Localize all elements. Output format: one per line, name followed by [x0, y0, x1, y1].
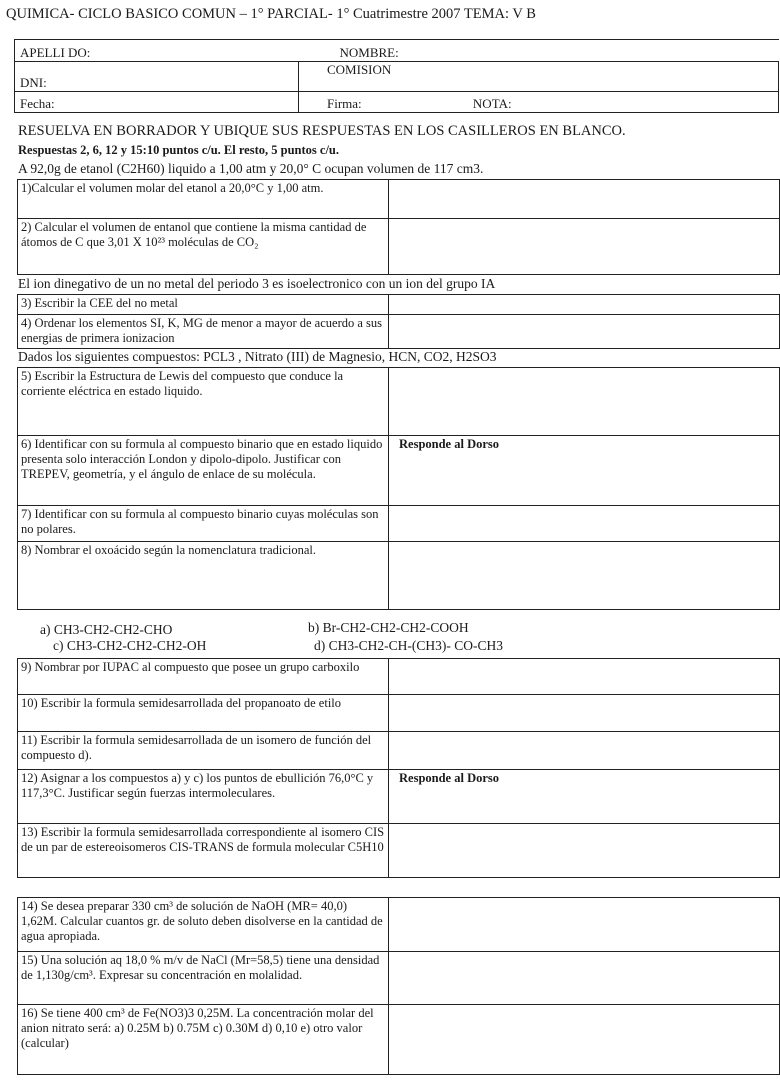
answer-box-1[interactable]: [389, 180, 780, 219]
answer-box-3[interactable]: [389, 295, 780, 315]
dni-field[interactable]: [15, 62, 299, 92]
nota-label: NOTA:: [472, 96, 512, 111]
answer-box-5[interactable]: [389, 368, 780, 436]
question-5: 5) Escribir la Estructura de Lewis del compuesto que conduce la corriente eléctrica en estado liquido.: [18, 368, 389, 436]
question-11: 11) Escribir la formula semidesarrollada de un isomero de función del compuesto d).: [18, 732, 389, 770]
compound-a: a) CH3-CH2-CH2-CHO: [40, 622, 173, 637]
answer-box-8[interactable]: [389, 542, 780, 610]
answer-box-9[interactable]: [389, 659, 780, 695]
answer-box-7[interactable]: [389, 506, 780, 542]
answer-box-12[interactable]: Responde al Dorso: [389, 770, 780, 824]
question-16: 16) Se tiene 400 cm³ de Fe(NO3)3 0,25M. La concentración molar del anion nitrato será: a) 0.25M b) 0.75M c) 0.30M d) 0,10 e) otro valor (calcular): [18, 1005, 389, 1075]
question-9: 9) Nombrar por IUPAC al compuesto que posee un grupo carboxilo: [18, 659, 389, 695]
question-6: 6) Identificar con su formula al compuesto binario que en estado liquido presenta solo interacción London y dipolo-dipolo. Justificar con TREPEV, geometría, y el ángulo de enlace de su molécula.: [18, 436, 389, 506]
question-13: 13) Escribir la formula semidesarrollada correspondiente al isomero CIS de un par de estereoisomeros CIS-TRANS de formula molecular C5H10: [18, 824, 389, 878]
exam-title: QUIMICA- CICLO BASICO COMUN – 1° PARCIAL- 1° Cuatrimestre 2007 TEMA: V B: [6, 6, 536, 22]
question-2: 2) Calcular el volumen de entanol que contiene la misma cantidad de átomos de C que 3,01 X 10²³ moléculas de CO₂: [18, 219, 389, 275]
answer-box-15[interactable]: [389, 952, 780, 1005]
answer-box-6[interactable]: Responde al Dorso: [389, 436, 780, 506]
compound-d: d) CH3-CH2-CH-(CH3)- CO-CH3: [314, 638, 503, 653]
answer-box-13[interactable]: [389, 824, 780, 878]
apellido-label: APELLI DO:: [20, 45, 91, 60]
questions-block-3: [17, 367, 780, 610]
intro-ethanol: A 92,0g de etanol (C2H60) liquido a 1,00 atm y 20,0° C ocupan volumen de 117 cm3.: [18, 161, 484, 176]
fecha-label: Fecha:: [20, 96, 55, 111]
questions-block-5: [17, 897, 780, 1075]
answer-box-14[interactable]: [389, 898, 780, 952]
answer-box-10[interactable]: [389, 695, 780, 732]
fecha-field[interactable]: [15, 92, 299, 113]
question-7: 7) Identificar con su formula al compuesto binario cuyas moléculas son no polares.: [18, 506, 389, 542]
questions-block-2: [17, 294, 780, 349]
comision-field[interactable]: [299, 62, 779, 92]
question-12: 12) Asignar a los compuestos a) y c) los puntos de ebullición 76,0°C y 117,3°C. Justificar según fuerzas intermoleculares.: [18, 770, 389, 824]
question-1: 1)Calcular el volumen molar del etanol a 20,0°C y 1,00 atm.: [18, 180, 389, 219]
answer-box-2[interactable]: [389, 219, 780, 275]
comision-label: COMISION: [327, 62, 392, 77]
answer-box-11[interactable]: [389, 732, 780, 770]
student-info-table: [14, 39, 779, 113]
question-14: 14) Se desea preparar 330 cm³ de solución de NaOH (MR= 40,0) 1,62M. Calcular cuantos gr. de soluto deben disolverse en la cantidad de agua apropiada.: [18, 898, 389, 952]
question-8: 8) Nombrar el oxoácido según la nomenclatura tradicional.: [18, 542, 389, 610]
nombre-label: NOMBRE:: [339, 45, 399, 60]
questions-block-1: [17, 179, 780, 275]
question-10: 10) Escribir la formula semidesarrollada del propanoato de etilo: [18, 695, 389, 732]
questions-block-4: [17, 658, 780, 878]
question-4: 4) Ordenar los elementos SI, K, MG de menor a mayor de acuerdo a sus energias de primera ionizacion: [18, 315, 389, 349]
question-15: 15) Una solución aq 18,0 % m/v de NaCl (Mr=58,5) tiene una densidad de 1,130g/cm³. Expresar su concentración en molalidad.: [18, 952, 389, 1005]
instructions: RESUELVA EN BORRADOR Y UBIQUE SUS RESPUESTAS EN LOS CASILLEROS EN BLANCO.: [18, 123, 626, 139]
compound-c: c) CH3-CH2-CH2-CH2-OH: [53, 638, 207, 653]
apellido-field[interactable]: [15, 40, 779, 62]
firma-label: Firma:: [327, 96, 362, 111]
question-3: 3) Escribir la CEE del no metal: [18, 295, 389, 315]
dni-label: DNI:: [20, 75, 47, 90]
answer-box-4[interactable]: [389, 315, 780, 349]
compound-b: b) Br-CH2-CH2-CH2-COOH: [308, 620, 469, 635]
firma-field[interactable]: [299, 92, 779, 113]
answer-box-16[interactable]: [389, 1005, 780, 1075]
scoring-note: Respuestas 2, 6, 12 y 15:10 puntos c/u. El resto, 5 puntos c/u.: [18, 143, 339, 157]
intro-compounds: Dados los siguientes compuestos: PCL3 , Nitrato (III) de Magnesio, HCN, CO2, H2SO3: [18, 349, 497, 364]
intro-ion: El ion dinegativo de un no metal del periodo 3 es isoelectronico con un ion del grupo IA: [18, 276, 496, 291]
